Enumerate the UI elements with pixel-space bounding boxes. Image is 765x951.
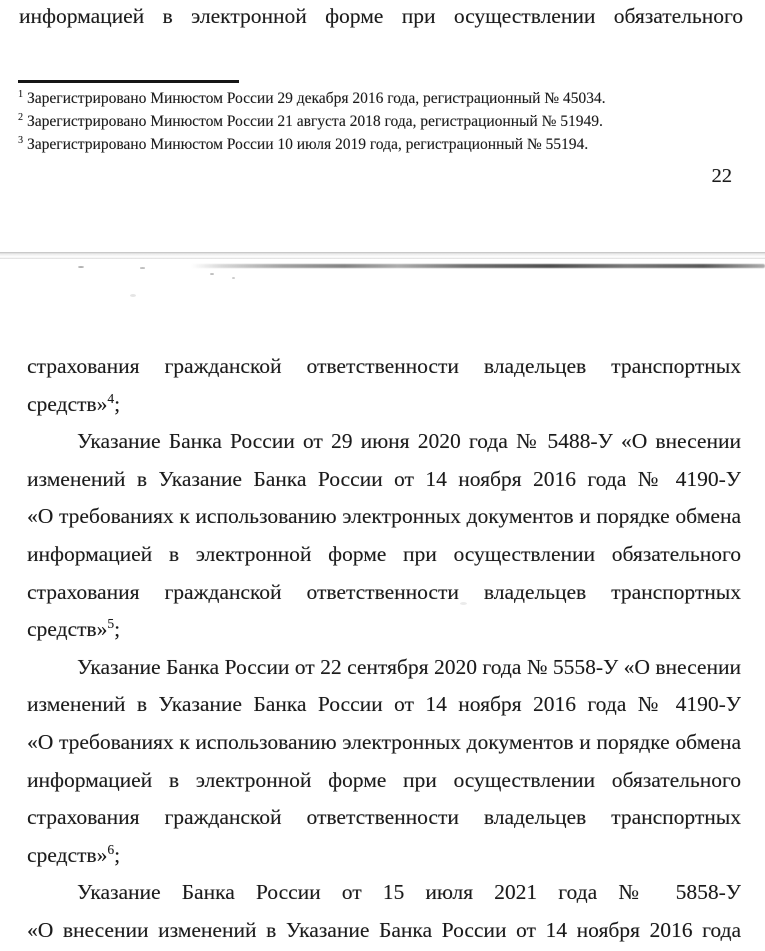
body-line xyxy=(27,386,741,424)
line-text: ; xyxy=(114,617,121,642)
body-line: страхования гражданской ответственности владельцев транспортных xyxy=(27,805,741,830)
page-break-band xyxy=(0,252,765,259)
footnote xyxy=(18,133,728,156)
footnote-text: Зарегистрировано Минюстом России 10 июля 2019 года, регистрационный № 55194. xyxy=(27,136,589,153)
body-line: изменений в Указание Банка России от 14 ноября 2016 года № 4190-У xyxy=(27,466,741,491)
line-text: ; xyxy=(114,391,121,416)
footnotes-block xyxy=(18,87,728,156)
scan-speck xyxy=(140,267,145,269)
footnote-separator xyxy=(18,80,239,83)
body-line: Указание Банка России от 29 июня 2020 года № 5488-У «О внесении xyxy=(77,429,741,454)
line-text: средств» xyxy=(27,842,108,867)
footnote xyxy=(18,110,728,133)
footnote-marker: 1 xyxy=(18,88,23,100)
body-line: Указание Банка России от 15 июля 2021 года № 5858-У xyxy=(77,880,741,905)
footnote-reference: 6 xyxy=(107,841,115,857)
line-text: средств» xyxy=(27,617,108,642)
body-line: «О внесении изменений в Указание Банка России от 14 ноября 2016 года xyxy=(27,917,741,942)
footnote-marker: 3 xyxy=(18,134,23,146)
scan-smudge-line xyxy=(0,264,765,268)
body-line: «О требованиях к использованию электронных документов и порядке обмена xyxy=(27,729,741,754)
body-line: страхования гражданской ответственности владельцев транспортных xyxy=(27,354,741,378)
footnote-text: Зарегистрировано Минюстом России 29 декабря 2016 года, регистрационный № 45034. xyxy=(27,90,606,107)
body-line: Указание Банка России от 22 сентября 2020 года № 5558-У «О внесении xyxy=(77,654,741,679)
body-line: изменений в Указание Банка России от 14 ноября 2016 года № 4190-У xyxy=(27,692,741,717)
body-line: «О требованиях к использованию электронных документов и порядке обмена xyxy=(27,504,741,529)
body-line: информацией в электронной форме при осуществлении обязательного xyxy=(19,4,743,28)
footnote xyxy=(18,87,728,110)
body-line: информацией в электронной форме при осуществлении обязательного xyxy=(27,767,741,792)
footnote-marker: 2 xyxy=(18,111,23,123)
scan-speck xyxy=(210,273,214,275)
body-line: страхования гражданской ответственности владельцев транспортных xyxy=(27,579,741,604)
footnote-reference: 5 xyxy=(107,616,115,631)
body-line xyxy=(27,837,741,875)
body-line xyxy=(27,611,741,649)
footnote-text: Зарегистрировано Минюстом России 21 августа 2018 года, регистрационный № 51949. xyxy=(27,113,603,130)
scan-speck xyxy=(232,277,235,279)
footnote-reference: 4 xyxy=(107,390,115,406)
scan-speck xyxy=(130,294,136,297)
page-number: 22 xyxy=(711,165,732,187)
line-text: ; xyxy=(114,842,121,867)
body-line: информацией в электронной форме при осуществлении обязательного xyxy=(27,541,741,566)
scan-speck xyxy=(78,266,84,268)
page-body xyxy=(27,348,741,950)
line-text: средств» xyxy=(27,391,108,416)
